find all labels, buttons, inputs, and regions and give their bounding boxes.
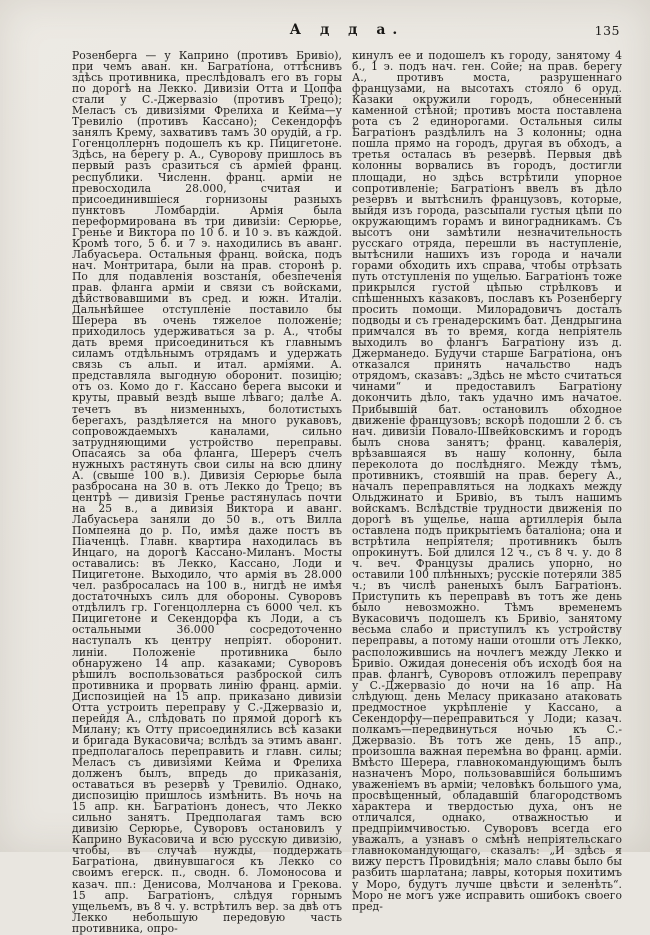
page-number: 135 (594, 23, 620, 38)
article-body (72, 50, 622, 934)
page-header (72, 22, 622, 44)
page-title: А д д а. (289, 22, 405, 38)
right-text-column: кинулъ ее и подошелъ къ городу, занятому 4 б., 1 э. подъ нач. ген. Сойе; на прав. берегу А., противъ моста, разрушеннаго французами, на высотахъ стояло 6 оруд. Казаки окружили городъ, обнесенный каменной стѣной; противъ моста поставлена рота съ 2 единорогами. Остальныя силы Багратіонъ раздѣлилъ на 3 колонны; одна пошла прямо на городъ, другая въ обходъ, а третья осталась въ резервѣ. Первыя двѣ колонны ворвались въ городъ, достигли площади, но здѣсь встрѣтили упорное сопротивленіе; Багратіонъ ввелъ въ дѣло резервъ и вытѣснилъ французовъ, которые, выйдя изъ города, разсыпали густыя цѣпи по окружающимъ горамъ и виноградникамъ. Съ высотъ они замѣтили незначительность русскаго отряда, перешли въ наступленіе, вытѣснили нашихъ изъ города и начали горами обходить ихъ справа, чтобы отрѣзать путь отступленія по ущелью. Багратіонъ тоже прикрылся густой цѣпью стрѣлковъ и спѣшенныхъ казаковъ, пославъ къ Розенбергу просить помощи. Милорадовичъ досталъ подводы и съ гренадерскимъ бат. Дендрыгина примчался въ то время, когда непріятель выходилъ во флангъ Багратіону изъ д. Джерманедо. Будучи старше Багратіона, онъ отказался принять начальство надъ отрядомъ, сказавъ: „Здѣсь не мѣсто считаться чинами“ и предоставилъ Багратіону докончить дѣло, такъ удачно имъ начатое. Прибывшій бат. остановилъ обходное движеніе французовъ; вскорѣ подошли 2 б. съ нач. дивизіи Повало-Швейковскимъ и городъ былъ снова занятъ; франц. кавалерія, врѣзавшаяся въ нашу колонну, была переколота до послѣдняго. Между тѣмъ, противникъ, стоявшій на прав. берегу А., началъ переправляться на лодкахъ между Ольджинато и Бривіо, въ тылъ нашимъ войскамъ. Вслѣдствіе трудности движенія по дорогѣ въ ущелье, наша артиллерія была оставлена подъ прикрытіемъ баталіона; она и встрѣтила непріятеля; противникъ былъ опрокинутъ. Бой длился 12 ч., съ 8 ч. у. до 8 ч. веч. Французы дрались упорно, но оставили 100 плѣнныхъ; русскіе потеряли 385 ч.; въ числѣ раненыхъ былъ Багратіонъ. Приступить къ переправѣ въ тотъ же день было невозможно. Тѣмъ временемъ Вукасовичъ подошелъ къ Бривіо, занятому весьма слабо и приступилъ къ устройству переправы, а потому наши отошли отъ Лекко, расположившись на ночлегъ между Лекко и Бривіо. Ожидая донесенія объ исходѣ боя на прав. флангѣ, Суворовъ отложилъ переправу у С.-Джервазіо до ночи на 16 апр. На слѣдующ. день Меласу приказано атаковать предмостное укрѣпленіе у Кассано, а Секендорфу—переправиться у Лоди; казач. полкамъ—передвинуться ночью къ С.-Джервазіо. Въ тотъ же день, 15 апр., произошла важная перемѣна во франц. арміи. Вмѣсто Шерера, главнокомандующимъ былъ назначенъ Моро, пользовавшійся большимъ уваженіемъ въ арміи; человѣкъ большого ума, просвѣщенный, обладавшій благородствомъ характера и твердостью духа, онъ не отличался, однако, отважностью и предпріимчивостью. Суворовъ всегда его уважалъ, а узнавъ о смѣнѣ непріятельскаго главнокомандующаго, сказалъ: „И здѣсь я вижу перстъ Провидѣнія; мало славы было бы разбить шарлатана; лавры, которыя похитимъ у Моро, будутъ лучше цвѣсти и зеленѣть“. Моро не могъ уже исправить ошибокъ своего пред- (352, 49, 622, 913)
left-text-column: Розенберга — у Каприно (противъ Бривіо), при чемъ аван. кн. Багратіона, оттѣснивъ здѣсь противника, преслѣдовалъ его въ горы по дорогѣ на Лекко. Дивизіи Отта и Цопфа стали у С.-Джервазіо (противъ Трецо); Меласъ съ дивизіями Фрелиха и Кейма—у Тревиліо (противъ Кассано); Секендорфъ занялъ Крему, захвативъ тамъ 30 орудій, а гр. Гогенцоллернъ подошелъ къ кр. Пицигетоне. Здѣсь, на берегу р. А., Суворову пришлось въ первый разъ сразиться съ арміей франц. республики. Численн. франц. арміи не превосходила 28.000, считая и присоединившіеся горнизоны разныхъ пунктовъ Ломбардіи. Армія была переформирована въ три дивизіи: Серюрье, Гренье и Виктора по 10 б. и 10 э. въ каждой. Кромѣ того, 5 б. и 7 э. находились въ аванг. Лабуасьера. Остальныя франц. войска, подъ нач. Монтритара, были на прав. сторонѣ р. По для подавленія возстанія, обезпеченія прав. фланга арміи и связи съ войсками, дѣйствовавшими въ сред. и южн. Италіи. Дальнѣйшее отступленіе поставило бы Шерера въ очень тяжелое положеніе; приходилось удерживаться за р. А., чтобы дать время присоединиться къ главнымъ силамъ отдѣльнымъ отрядамъ и удержать связь съ альп. и итал. арміями. А. представляла выгодную оборонит. позицію; отъ оз. Комо до г. Кассано берега высоки и круты, правый вездѣ выше лѣваго; далѣе А. течетъ въ низменныхъ, болотистыхъ берегахъ, раздѣляется на много рукавовъ, сопровождаемыхъ каналами, сильно затрудняющими устройство переправы. Опасаясь за оба фланга, Шереръ счелъ нужныхъ растянуть свои силы на всю длину А. (свыше 100 в.). Дивизія Серюрье была разбросана на 30 в. отъ Лекко до Трецо; въ центрѣ — дивизія Гренье растянулась почти на 25 в., а дивизія Виктора и аванг. Лабуасьера заняли до 50 в., отъ Вилла Помпеяна до р. По, имѣя даже постъ въ Піаченцѣ. Главн. квартира находилась въ Инцаго, на дорогѣ Кассано-Миланъ. Мосты оставались: въ Лекко, Кассано, Лоди и Пицигетоне. Выходило, что армія въ 28.000 чел. разбросалась на 100 в., нигдѣ не имѣя достаточныхъ силъ для обороны. Суворовъ отдѣлилъ гр. Гогенцоллерна съ 6000 чел. къ Пицигетоне и Секендорфа къ Лоди, а съ остальными 36.000 сосредоточенно наступалъ къ центру непріят. оборонит. линіи. Положеніе противника было обнаружено 14 апр. казаками; Суворовъ рѣшилъ воспользоваться разброской силъ противника и прорвать линію франц. арміи. Диспозиціей на 15 апр. приказано дивизіи Отта устроить переправу у С.-Джервазіо и, перейдя А., слѣдовать по прямой дорогѣ къ Милану; къ Отту присоединялись всѣ казаки и бригада Вукасовича; вслѣдъ за этимъ аванг. предполагалось переправить и главн. силы; Меласъ съ дивизіями Кейма и Фрелиха долженъ былъ, впредь до приказанія, оставаться въ резервѣ у Тревиліо. Однако, диспозицію пришлось измѣнить. Въ ночь на 15 апр. кн. Багратіонъ донесъ, что Лекко сильно занятъ. Предполагая тамъ всю дивизію Серюрье, Суворовъ остановилъ у Каприно Вукасовича и всю русскую дивизію, чтобы, въ случаѣ нужды, поддержать Багратіона, двинувшагося къ Лекко со своимъ егерск. п., сводн. б. Ломоносова и казач. пп.: Денисова, Молчанова и Грекова. 15 апр. Багратіонъ, слѣдуя горнымъ ущельемъ, въ 8 ч. у. встрѣтилъ вер. за двѣ отъ Лекко небольшую передовую часть противника, опро- (72, 49, 342, 935)
